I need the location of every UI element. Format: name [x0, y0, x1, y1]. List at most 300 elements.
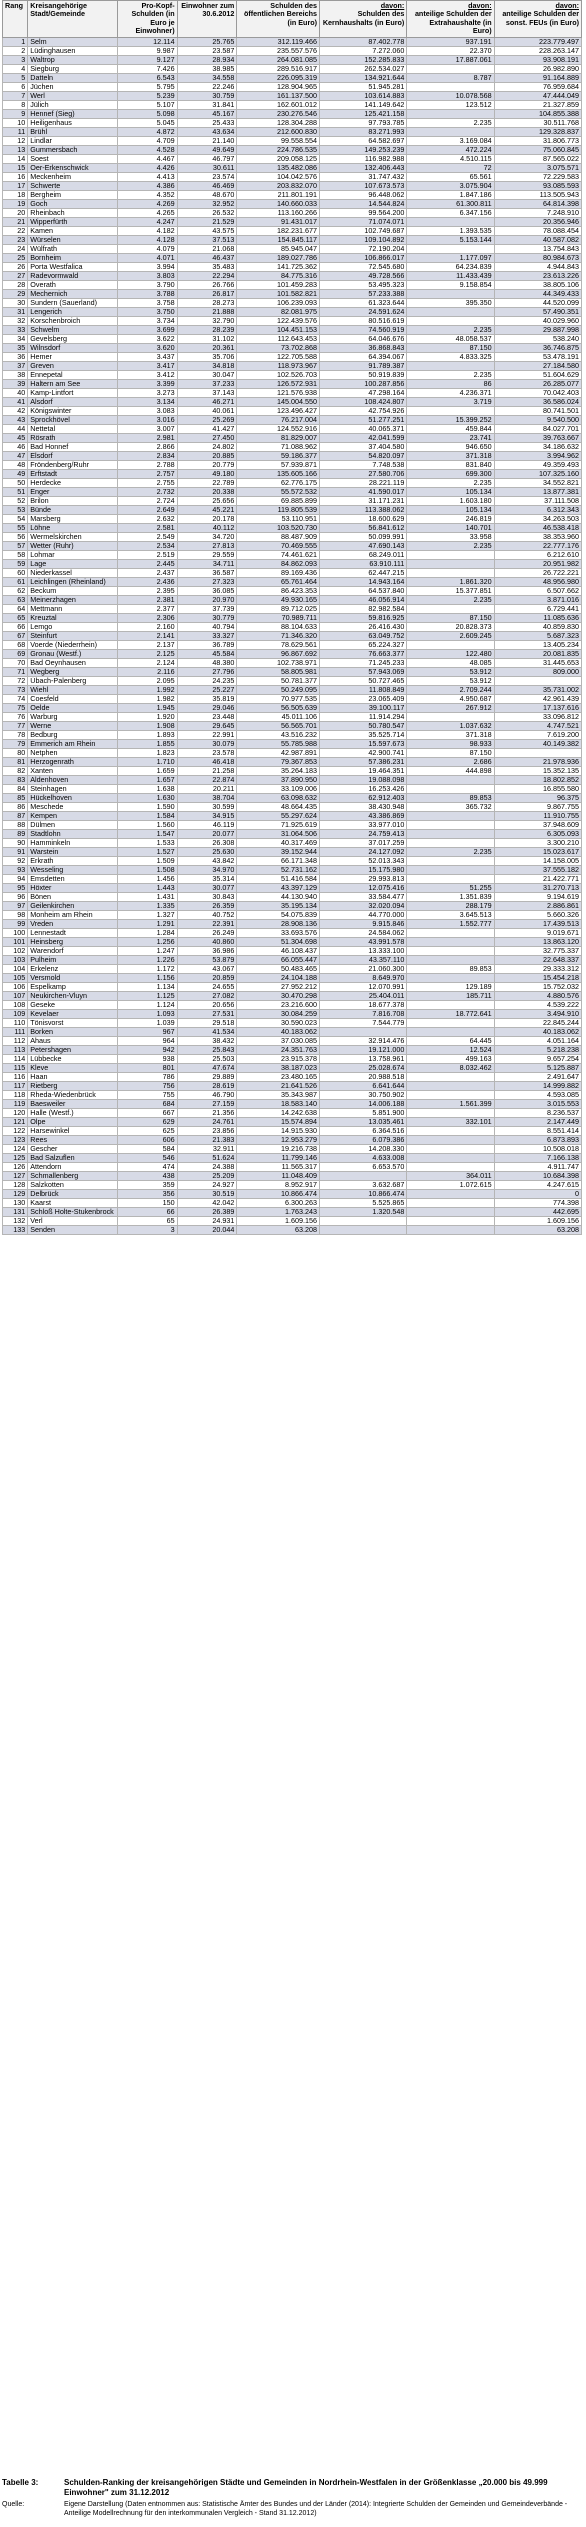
- name-cell: Geilenkirchen: [28, 901, 118, 910]
- core-debt-cell: 8.649.970: [320, 973, 407, 982]
- table-row: [3, 64, 582, 73]
- per-capita-cell: 3.399: [117, 379, 177, 388]
- public-debt-cell: 84.862.093: [237, 559, 320, 568]
- public-debt-cell: 209.058.125: [237, 154, 320, 163]
- name-cell: Lengerich: [28, 307, 118, 316]
- core-debt-cell: 76.663.377: [320, 649, 407, 658]
- per-capita-cell: 786: [117, 1072, 177, 1081]
- core-debt-cell: 24.591.624: [320, 307, 407, 316]
- name-cell: Schmallenberg: [28, 1171, 118, 1180]
- table-row: [3, 1189, 582, 1198]
- name-cell: Porta Westfalica: [28, 262, 118, 271]
- rank-cell: 131: [3, 1207, 28, 1216]
- per-capita-cell: 1.124: [117, 1000, 177, 1009]
- feu-debt-cell: 22.648.337: [494, 955, 581, 964]
- extra-debt-cell: 22.370: [407, 46, 494, 55]
- rank-cell: 29: [3, 289, 28, 298]
- feu-debt-cell: 17.439.513: [494, 919, 581, 928]
- per-capita-cell: 7.426: [117, 64, 177, 73]
- name-cell: Tönisvorst: [28, 1018, 118, 1027]
- rank-cell: 111: [3, 1027, 28, 1036]
- core-debt-cell: [320, 1225, 407, 1234]
- per-capita-cell: 1.657: [117, 775, 177, 784]
- rank-cell: 49: [3, 469, 28, 478]
- population-cell: 43.067: [177, 964, 237, 973]
- rank-cell: 98: [3, 910, 28, 919]
- core-debt-cell: 47.298.164: [320, 388, 407, 397]
- name-cell: Kreuztal: [28, 613, 118, 622]
- name-cell: Steinhagen: [28, 784, 118, 793]
- feu-debt-cell: 76.959.684: [494, 82, 581, 91]
- public-debt-cell: 62.776.175: [237, 478, 320, 487]
- core-debt-cell: 29.993.813: [320, 874, 407, 883]
- feu-debt-cell: 38.353.960: [494, 532, 581, 541]
- rank-cell: 8: [3, 100, 28, 109]
- extra-debt-cell: [407, 946, 494, 955]
- public-debt-cell: 35.264.183: [237, 766, 320, 775]
- core-debt-cell: 14.943.164: [320, 577, 407, 586]
- table-row: [3, 622, 582, 631]
- core-debt-cell: 41.590.017: [320, 487, 407, 496]
- population-cell: 34.711: [177, 559, 237, 568]
- feu-debt-cell: 2.886.861: [494, 901, 581, 910]
- table-row: [3, 595, 582, 604]
- name-cell: Wiehl: [28, 685, 118, 694]
- core-debt-cell: 99.564.200: [320, 208, 407, 217]
- core-debt-cell: 13.758.961: [320, 1054, 407, 1063]
- per-capita-cell: 3.083: [117, 406, 177, 415]
- extra-debt-cell: 105.134: [407, 487, 494, 496]
- source-text: Eigene Darstellung (Daten entnommen aus: Statistische Ämter des Bundes und der Länder (2014): Integrierte Schulden der Gemeinden und Gemeindeverbände - Anteilige Modellrechnung für den interkommunalen Vergleich - Stand 31.12.2012): [64, 2501, 568, 2517]
- extra-debt-cell: 937.191: [407, 37, 494, 46]
- name-cell: Gronau (Westf.): [28, 649, 118, 658]
- core-debt-cell: 25.028.674: [320, 1063, 407, 1072]
- feu-debt-cell: 4.051.164: [494, 1036, 581, 1045]
- extra-debt-cell: [407, 1153, 494, 1162]
- table-row: [3, 379, 582, 388]
- name-cell: Bönen: [28, 892, 118, 901]
- public-debt-cell: 128.904.965: [237, 82, 320, 91]
- feu-debt-cell: 22.845.244: [494, 1018, 581, 1027]
- rank-cell: 36: [3, 352, 28, 361]
- per-capita-cell: 1.134: [117, 982, 177, 991]
- table-row: [3, 262, 582, 271]
- rank-cell: 91: [3, 847, 28, 856]
- public-debt-cell: 224.786.535: [237, 145, 320, 154]
- population-cell: 40.860: [177, 937, 237, 946]
- name-cell: Ahaus: [28, 1036, 118, 1045]
- extra-debt-cell: 6.347.156: [407, 208, 494, 217]
- public-debt-cell: 39.152.944: [237, 847, 320, 856]
- table-row: [3, 73, 582, 82]
- per-capita-cell: 1.291: [117, 919, 177, 928]
- table-row: [3, 316, 582, 325]
- per-capita-cell: 2.095: [117, 676, 177, 685]
- population-cell: 46.418: [177, 757, 237, 766]
- rank-cell: 101: [3, 937, 28, 946]
- rank-cell: 9: [3, 109, 28, 118]
- table-row: [3, 100, 582, 109]
- extra-debt-cell: 2.235: [407, 118, 494, 127]
- table-row: [3, 757, 582, 766]
- name-cell: Rees: [28, 1135, 118, 1144]
- public-debt-cell: 102.526.703: [237, 370, 320, 379]
- rank-cell: 90: [3, 838, 28, 847]
- extra-debt-cell: [407, 829, 494, 838]
- core-debt-cell: 62.447.215: [320, 568, 407, 577]
- rank-cell: 39: [3, 379, 28, 388]
- public-debt-cell: 63.208: [237, 1225, 320, 1234]
- core-debt-cell: 64.046.676: [320, 334, 407, 343]
- table-row: [3, 946, 582, 955]
- feu-debt-cell: 538.240: [494, 334, 581, 343]
- population-cell: 23.574: [177, 172, 237, 181]
- table-row: [3, 1090, 582, 1099]
- feu-debt-cell: 4.911.747: [494, 1162, 581, 1171]
- core-debt-cell: 72.190.204: [320, 244, 407, 253]
- feu-debt-cell: 35.731.002: [494, 685, 581, 694]
- core-label: Schulden des Kernhaushalts (in Euro): [322, 9, 405, 27]
- core-debt-cell: 141.149.642: [320, 100, 407, 109]
- extra-debt-cell: [407, 550, 494, 559]
- public-debt-cell: 43.397.129: [237, 883, 320, 892]
- public-debt-cell: 63.098.632: [237, 793, 320, 802]
- table-row: [3, 793, 582, 802]
- rank-cell: 87: [3, 811, 28, 820]
- public-debt-cell: 24.351.763: [237, 1045, 320, 1054]
- feu-debt-cell: 80.741.501: [494, 406, 581, 415]
- table-row: [3, 388, 582, 397]
- name-cell: Wipperfürth: [28, 217, 118, 226]
- population-cell: 24.927: [177, 1180, 237, 1189]
- rank-cell: 44: [3, 424, 28, 433]
- rank-cell: 84: [3, 784, 28, 793]
- per-capita-cell: 1.638: [117, 784, 177, 793]
- population-cell: 26.766: [177, 280, 237, 289]
- feu-debt-cell: 40.859.830: [494, 622, 581, 631]
- name-cell: Espelkamp: [28, 982, 118, 991]
- per-capita-cell: 3.699: [117, 325, 177, 334]
- per-capita-cell: 66: [117, 1207, 177, 1216]
- population-cell: 41.534: [177, 1027, 237, 1036]
- rank-cell: 130: [3, 1198, 28, 1207]
- population-cell: 20.859: [177, 973, 237, 982]
- per-capita-cell: 1.855: [117, 739, 177, 748]
- feu-debt-cell: 18.802.852: [494, 775, 581, 784]
- population-cell: 43.575: [177, 226, 237, 235]
- extra-debt-cell: 64.445: [407, 1036, 494, 1045]
- feu-debt-cell: 13.863.120: [494, 937, 581, 946]
- feu-debt-cell: 30.511.768: [494, 118, 581, 127]
- per-capita-cell: 2.581: [117, 523, 177, 532]
- table-row: [3, 1171, 582, 1180]
- table-row: [3, 460, 582, 469]
- core-debt-cell: 33.584.477: [320, 892, 407, 901]
- feu-debt-cell: 7.166.138: [494, 1153, 581, 1162]
- rank-cell: 51: [3, 487, 28, 496]
- extra-debt-cell: 499.163: [407, 1054, 494, 1063]
- extra-debt-cell: [407, 604, 494, 613]
- name-cell: Mettmann: [28, 604, 118, 613]
- per-capita-cell: 2.141: [117, 631, 177, 640]
- table-row: [3, 802, 582, 811]
- extra-debt-cell: 129.189: [407, 982, 494, 991]
- extra-debt-cell: 15.399.252: [407, 415, 494, 424]
- name-cell: Wülfrath: [28, 244, 118, 253]
- table-row: [3, 352, 582, 361]
- table-row: [3, 343, 582, 352]
- table-row: [3, 217, 582, 226]
- core-debt-cell: 262.534.027: [320, 64, 407, 73]
- per-capita-cell: 2.137: [117, 640, 177, 649]
- rank-cell: 31: [3, 307, 28, 316]
- rank-cell: 73: [3, 685, 28, 694]
- table-row: [3, 397, 582, 406]
- feu-debt-cell: 36.586.024: [494, 397, 581, 406]
- population-cell: 25.843: [177, 1045, 237, 1054]
- core-debt-cell: 53.495.323: [320, 280, 407, 289]
- rank-cell: 93: [3, 865, 28, 874]
- table-row: [3, 1162, 582, 1171]
- per-capita-cell: 938: [117, 1054, 177, 1063]
- name-cell: Oelde: [28, 703, 118, 712]
- feu-debt-cell: 10.684.398: [494, 1171, 581, 1180]
- table-row: [3, 937, 582, 946]
- per-capita-cell: 2.788: [117, 460, 177, 469]
- feu-debt-cell: 40.183.062: [494, 1027, 581, 1036]
- rank-cell: 92: [3, 856, 28, 865]
- public-debt-cell: 140.660.033: [237, 199, 320, 208]
- population-cell: 30.599: [177, 802, 237, 811]
- public-debt-cell: 14.242.638: [237, 1108, 320, 1117]
- feu-debt-cell: 15.752.032: [494, 982, 581, 991]
- public-debt-cell: 45.011.106: [237, 712, 320, 721]
- name-cell: Herzogenrath: [28, 757, 118, 766]
- per-capita-cell: 6.543: [117, 73, 177, 82]
- population-cell: 26.817: [177, 289, 237, 298]
- public-debt-cell: 123.496.427: [237, 406, 320, 415]
- extra-debt-cell: 10.078.568: [407, 91, 494, 100]
- public-debt-cell: 86.423.353: [237, 586, 320, 595]
- name-cell: Lindlar: [28, 136, 118, 145]
- public-debt-cell: 21.641.526: [237, 1081, 320, 1090]
- public-debt-cell: 141.725.362: [237, 262, 320, 271]
- rank-cell: 124: [3, 1144, 28, 1153]
- feu-debt-cell: 6.312.343: [494, 505, 581, 514]
- extra-debt-cell: [407, 307, 494, 316]
- public-debt-cell: 121.576.938: [237, 388, 320, 397]
- extra-debt-cell: [407, 1207, 494, 1216]
- core-debt-cell: 27.580.706: [320, 469, 407, 478]
- population-cell: 22.294: [177, 271, 237, 280]
- feu-debt-cell: 6.305.093: [494, 829, 581, 838]
- rank-cell: 118: [3, 1090, 28, 1099]
- population-cell: 29.645: [177, 721, 237, 730]
- core-debt-cell: 6.653.570: [320, 1162, 407, 1171]
- per-capita-cell: 4.265: [117, 208, 177, 217]
- core-debt-cell: 7.816.708: [320, 1009, 407, 1018]
- feu-debt-cell: 6.212.610: [494, 550, 581, 559]
- extra-debt-cell: 371.318: [407, 451, 494, 460]
- core-debt-cell: 91.789.387: [320, 361, 407, 370]
- feu-debt-cell: 21.327.859: [494, 100, 581, 109]
- feu-debt-cell: 37.555.182: [494, 865, 581, 874]
- public-debt-cell: 162.601.012: [237, 100, 320, 109]
- extra-debt-cell: 53.912: [407, 676, 494, 685]
- public-debt-cell: 113.160.266: [237, 208, 320, 217]
- rank-cell: 65: [3, 613, 28, 622]
- core-debt-cell: 37.404.580: [320, 442, 407, 451]
- population-cell: 27.082: [177, 991, 237, 1000]
- name-cell: Wetter (Ruhr): [28, 541, 118, 550]
- population-cell: 28.239: [177, 325, 237, 334]
- public-debt-cell: 122.439.576: [237, 316, 320, 325]
- population-cell: 26.359: [177, 901, 237, 910]
- rank-cell: 45: [3, 433, 28, 442]
- per-capita-cell: 1.920: [117, 712, 177, 721]
- public-debt-cell: 154.845.117: [237, 235, 320, 244]
- public-debt-cell: 126.572.931: [237, 379, 320, 388]
- core-debt-cell: 56.841.612: [320, 523, 407, 532]
- per-capita-cell: 5.795: [117, 82, 177, 91]
- table-row: [3, 811, 582, 820]
- feu-debt-cell: 7.248.910: [494, 208, 581, 217]
- core-debt-cell: 125.421.158: [320, 109, 407, 118]
- table-row: [3, 874, 582, 883]
- table-row: [3, 208, 582, 217]
- core-debt-cell: 10.866.474: [320, 1189, 407, 1198]
- name-cell: Gescher: [28, 1144, 118, 1153]
- public-debt-cell: 91.431.017: [237, 217, 320, 226]
- core-debt-cell: 7.272.060: [320, 46, 407, 55]
- public-debt-cell: 161.137.500: [237, 91, 320, 100]
- rank-cell: 89: [3, 829, 28, 838]
- name-cell: Petershagen: [28, 1045, 118, 1054]
- name-cell: Hemer: [28, 352, 118, 361]
- feu-debt-cell: 40.587.082: [494, 235, 581, 244]
- core-debt-cell: 87.402.778: [320, 37, 407, 46]
- per-capita-cell: 1.172: [117, 964, 177, 973]
- rank-cell: 125: [3, 1153, 28, 1162]
- population-cell: 25.269: [177, 415, 237, 424]
- name-cell: Overath: [28, 280, 118, 289]
- extra-debt-cell: [407, 316, 494, 325]
- population-cell: 37.233: [177, 379, 237, 388]
- rank-cell: 133: [3, 1225, 28, 1234]
- public-debt-cell: 122.705.588: [237, 352, 320, 361]
- population-cell: 38.704: [177, 793, 237, 802]
- extra-debt-cell: 12.524: [407, 1045, 494, 1054]
- name-cell: Haltern am See: [28, 379, 118, 388]
- feu-debt-cell: 6.729.441: [494, 604, 581, 613]
- extra-debt-cell: 1.552.777: [407, 919, 494, 928]
- per-capita-cell: 1.335: [117, 901, 177, 910]
- name-cell: Vreden: [28, 919, 118, 928]
- rank-cell: 43: [3, 415, 28, 424]
- rank-cell: 81: [3, 757, 28, 766]
- core-debt-cell: 63.910.111: [320, 559, 407, 568]
- core-debt-cell: 24.127.092: [320, 847, 407, 856]
- public-debt-cell: 78.629.561: [237, 640, 320, 649]
- public-debt-cell: 81.829.007: [237, 433, 320, 442]
- extra-debt-cell: 89.853: [407, 964, 494, 973]
- extra-debt-cell: [407, 244, 494, 253]
- population-cell: 51.624: [177, 1153, 237, 1162]
- table-row: [3, 775, 582, 784]
- debt-ranking-table: [2, 0, 582, 1235]
- public-debt-cell: 14.915.930: [237, 1126, 320, 1135]
- public-debt-cell: 55.572.532: [237, 487, 320, 496]
- public-debt-cell: 69.885.899: [237, 496, 320, 505]
- extra-debt-cell: 3.169.084: [407, 136, 494, 145]
- rank-cell: 30: [3, 298, 28, 307]
- feu-debt-cell: 63.208: [494, 1225, 581, 1234]
- public-debt-cell: 24.104.188: [237, 973, 320, 982]
- name-cell: Nettetal: [28, 424, 118, 433]
- feu-debt-cell: 9.867.755: [494, 802, 581, 811]
- public-debt-cell: 135.482.086: [237, 163, 320, 172]
- feu-debt-cell: 3.494.910: [494, 1009, 581, 1018]
- table-row: [3, 1063, 582, 1072]
- public-debt-cell: 226.095.319: [237, 73, 320, 82]
- extra-debt-cell: 87.150: [407, 613, 494, 622]
- table-row: [3, 910, 582, 919]
- name-cell: Mechernich: [28, 289, 118, 298]
- table-row: [3, 1081, 582, 1090]
- name-cell: Netphen: [28, 748, 118, 757]
- public-debt-header: Schulden des öffentlichen Bereichs (in Euro): [237, 1, 320, 38]
- rank-cell: 16: [3, 172, 28, 181]
- name-cell: Wesseling: [28, 865, 118, 874]
- table-row: [3, 271, 582, 280]
- extra-debt-cell: 123.512: [407, 100, 494, 109]
- population-cell: 38.985: [177, 64, 237, 73]
- rank-cell: 3: [3, 55, 28, 64]
- table-row: [3, 865, 582, 874]
- feu-debt-cell: 3.994.962: [494, 451, 581, 460]
- name-cell: Gevelsberg: [28, 334, 118, 343]
- core-debt-cell: 61.323.644: [320, 298, 407, 307]
- public-debt-cell: 10.866.474: [237, 1189, 320, 1198]
- core-debt-cell: 51.945.281: [320, 82, 407, 91]
- table-row: [3, 721, 582, 730]
- per-capita-cell: 1.893: [117, 730, 177, 739]
- population-cell: 46.437: [177, 253, 237, 262]
- public-debt-cell: 56.505.639: [237, 703, 320, 712]
- population-cell: 23.578: [177, 748, 237, 757]
- per-capita-cell: 1.226: [117, 955, 177, 964]
- rank-cell: 35: [3, 343, 28, 352]
- per-capita-cell: 4.426: [117, 163, 177, 172]
- rank-cell: 109: [3, 1009, 28, 1018]
- table-row: [3, 82, 582, 91]
- population-cell: 48.670: [177, 190, 237, 199]
- name-cell: Werl: [28, 91, 118, 100]
- per-capita-cell: 1.908: [117, 721, 177, 730]
- per-capita-cell: 4.709: [117, 136, 177, 145]
- extra-debt-cell: 1.847.186: [407, 190, 494, 199]
- core-debt-cell: [320, 1027, 407, 1036]
- rank-cell: 62: [3, 586, 28, 595]
- feu-debt-cell: 2.147.449: [494, 1117, 581, 1126]
- table-row: [3, 505, 582, 514]
- rank-cell: 106: [3, 982, 28, 991]
- table-row: [3, 55, 582, 64]
- core-debt-cell: 42.041.599: [320, 433, 407, 442]
- public-debt-cell: 211.801.191: [237, 190, 320, 199]
- rank-cell: 107: [3, 991, 28, 1000]
- feu-debt-cell: 6.507.662: [494, 586, 581, 595]
